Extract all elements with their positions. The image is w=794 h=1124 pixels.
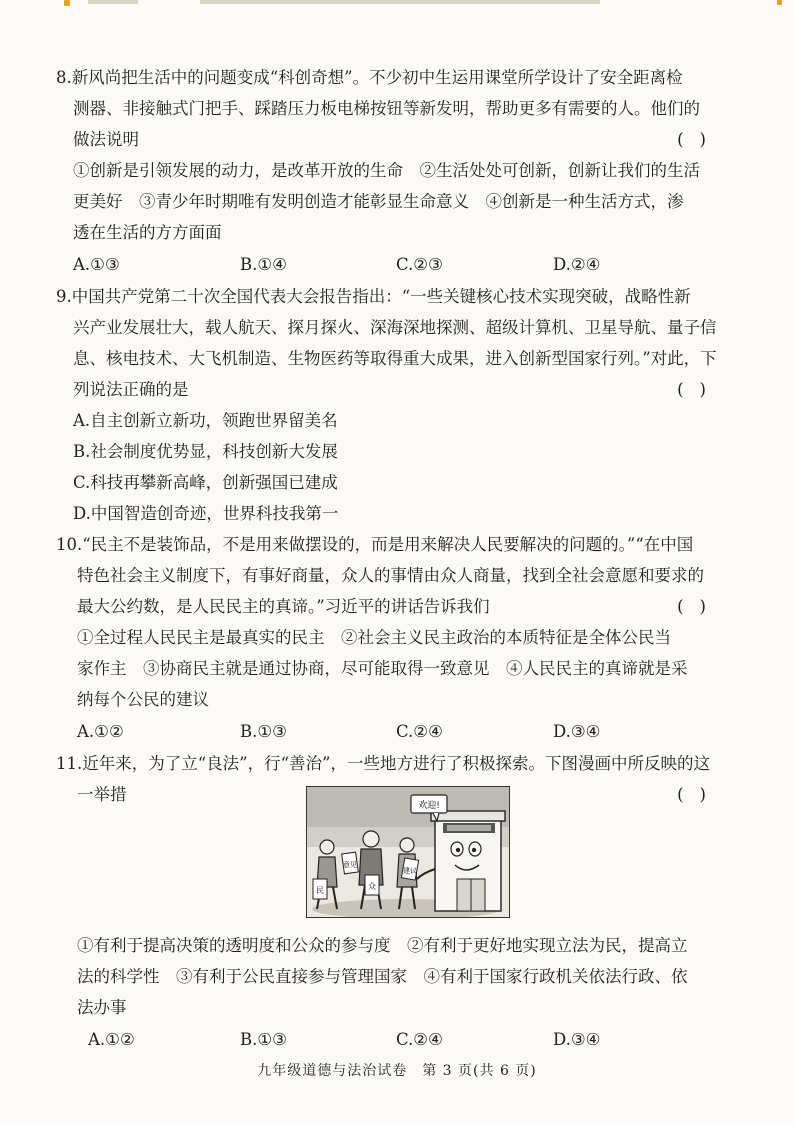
question-text-line: 做法说明 () (56, 124, 732, 155)
statement-line: ①有利于提高决策的透明度和公众的参与度 ②有利于更好地实现立法为民，提高立 (77, 936, 688, 955)
option-b[interactable]: B.①③ (240, 722, 287, 741)
options-row (56, 715, 732, 748)
option-d[interactable]: D.③④ (553, 1030, 601, 1049)
question-text-line: 9.中国共产党第二十次全国代表大会报告指出：“一些关键核心技术实现突破，战略性新 (56, 287, 691, 306)
option-a[interactable]: A.自主创新立新功，领跑世界留美名 (73, 411, 338, 430)
statement-line: 法的科学性 ③有利于公民直接参与管理国家 ④有利于国家行政机关依法行政、依 (77, 967, 688, 986)
options-row (56, 1023, 732, 1056)
option-a[interactable]: A.①③ (73, 255, 120, 274)
option-c[interactable]: C.②④ (396, 722, 443, 741)
statement-line: 纳每个公民的建议 (77, 690, 209, 709)
scan-artifact (88, 0, 138, 4)
option-c[interactable]: C.②③ (396, 255, 443, 274)
answer-bracket[interactable]: () (677, 785, 722, 804)
paper-text: 意见 (343, 861, 357, 869)
answer-bracket[interactable]: () (677, 130, 722, 149)
question-8 (56, 62, 732, 281)
statement-line: ①创新是引领发展的动力，是改革开放的生命 ②生活处处可创新，创新让我们的生活 (73, 161, 700, 180)
option-d[interactable]: D.③④ (553, 722, 601, 741)
option-b[interactable]: B.①③ (240, 1030, 287, 1049)
bubble-text: 欢迎! (418, 801, 440, 811)
statement-line: ①全过程人民民主是最真实的民主 ②社会主义民主政治的本质特征是全体公民当 (77, 628, 671, 647)
option-c[interactable]: C.②④ (396, 1030, 443, 1049)
statement-line: 更美好 ③青少年时期唯有发明创造才能彰显生命意义 ④创新是一种生活方式，渗 (73, 192, 684, 211)
question-text-line: 息、核电技术、大飞机制造、生物医药等取得重大成果，进入创新型国家行列。”对此，下 (73, 349, 717, 368)
answer-bracket[interactable]: () (677, 380, 722, 399)
question-text-line: 列说法正确的是 () (56, 374, 732, 405)
option-a[interactable]: A.①② (88, 1030, 135, 1049)
answer-bracket[interactable]: () (677, 597, 722, 616)
sign-text: 民 (316, 886, 324, 895)
question-text-line: 10.“民主不是装饰品，不是用来做摆设的，而是用来解决人民要解决的问题的。”“在中国 (56, 535, 694, 554)
question-10 (56, 529, 732, 748)
question-text-line: 一举措 () (56, 779, 732, 810)
question-11-continued (56, 930, 732, 1056)
question-9 (56, 281, 732, 529)
options-row (56, 248, 732, 281)
option-a[interactable]: A.①② (77, 722, 124, 741)
paper-text: 建议 (403, 867, 417, 875)
corner-mark (777, 0, 782, 5)
exam-page (56, 62, 732, 810)
question-text-line: 11.近年来，为了立“良法”，行“善治”，一些地方进行了积极探索。下图漫画中所反映的这 (56, 754, 710, 773)
option-b[interactable]: B.社会制度优势显，科技创新大发展 (73, 442, 338, 461)
option-d[interactable]: D.②④ (553, 255, 601, 274)
page-footer: 九年级道德与法治试卷 第 3 页(共 6 页) (257, 1063, 537, 1079)
cartoon-drawing (307, 787, 509, 917)
cartoon-illustration (306, 786, 510, 918)
scan-top-edge (0, 0, 794, 8)
question-text-line: 8.新风尚把生活中的问题变成“科创奇想”。不少初中生运用课堂所学设计了安全距离检 (56, 68, 683, 87)
option-b[interactable]: B.①④ (240, 255, 287, 274)
question-text-line: 最大公约数，是人民民主的真谛。”习近平的讲话告诉我们 () (56, 591, 732, 622)
question-text-line: 特色社会主义制度下，有事好商量，众人的事情由众人商量，找到全社会意愿和要求的 (77, 566, 704, 585)
option-c[interactable]: C.科技再攀新高峰，创新强国已建成 (73, 473, 338, 492)
question-text-line: 测器、非接触式门把手、踩踏压力板电梯按钮等新发明，帮助更多有需要的人。他们的 (73, 99, 700, 118)
option-d[interactable]: D.中国智造创奇迹，世界科技我第一 (73, 504, 339, 523)
statement-line: 透在生活的方方面面 (73, 223, 222, 242)
question-text-line: 兴产业发展壮大，载人航天、探月探火、深海深地探测、超级计算机、卫星导航、量子信 (73, 318, 717, 337)
corner-mark (64, 0, 70, 6)
statement-line: 家作主 ③协商民主就是通过协商，尽可能取得一致意见 ④人民民主的真谛就是采 (77, 659, 688, 678)
scan-artifact (200, 0, 600, 4)
sign-text: 众 (368, 882, 376, 891)
statement-line: 法办事 (77, 998, 127, 1017)
